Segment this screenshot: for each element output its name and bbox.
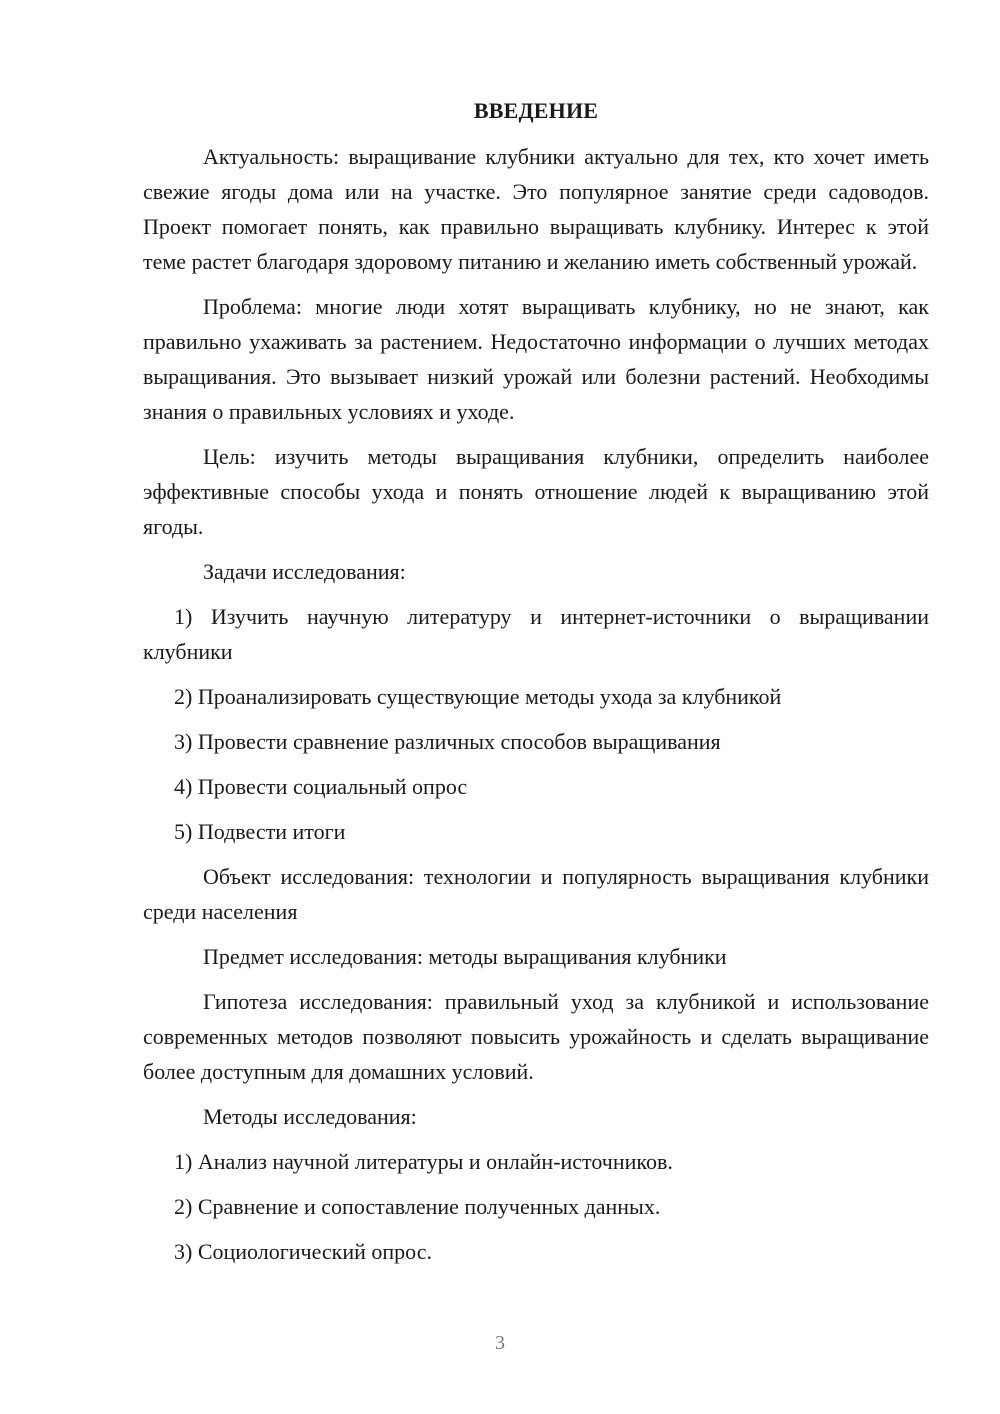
hypothesis-paragraph: Гипотеза исследования: правильный уход за клубникой и использование современных методов позволяют повысить урожайность и сделать выращивание более доступным для домашних условий.: [143, 989, 929, 1084]
problem-paragraph: Проблема: многие люди хотят выращивать клубнику, но не знают, как правильно ухаживать за растением. Недостаточно информации о лучших методах выращивания. Это вызывает низкий урожай или болезни растений. Необходимы знания о правильных условиях и уходе.: [143, 294, 929, 424]
goal-paragraph: Цель: изучить методы выращивания клубники, определить наиболее эффективные способы ухода и понять отношение людей к выращиванию этой ягоды.: [143, 444, 929, 539]
page-title: ВВЕДЕНИЕ: [473, 98, 599, 123]
list-item: 1) Анализ научной литературы и онлайн-источников.: [174, 1149, 673, 1174]
page-number: 3: [495, 1332, 505, 1354]
list-item: 3) Провести сравнение различных способов выращивания: [174, 729, 721, 754]
list-item: 4) Провести социальный опрос: [174, 774, 468, 799]
list-item: 2) Сравнение и сопоставление полученных данных.: [174, 1194, 661, 1219]
list-item: 3) Социологический опрос.: [174, 1239, 432, 1264]
document-page: [143, 94, 929, 1269]
list-item: 2) Проанализировать существующие методы ухода за клубникой: [174, 684, 782, 709]
list-item: 5) Подвести итоги: [174, 819, 346, 844]
methods-heading: Методы исследования:: [203, 1104, 417, 1129]
subject-paragraph: Предмет исследования: методы выращивания клубники: [203, 944, 727, 969]
object-paragraph: Объект исследования: технологии и популярность выращивания клубники среди населения: [143, 864, 929, 924]
relevance-paragraph: Актуальность: выращивание клубники актуально для тех, кто хочет иметь свежие ягоды дома или на участке. Это популярное занятие среди садоводов. Проект помогает понять, как правильно выращивать клубнику. Интерес к этой теме растет благодаря здоровому питанию и желанию иметь собственный урожай.: [143, 144, 929, 274]
list-item: 1) Изучить научную литературу и интернет-источники о выращивании клубники: [143, 604, 929, 664]
tasks-heading: Задачи исследования:: [203, 559, 406, 584]
